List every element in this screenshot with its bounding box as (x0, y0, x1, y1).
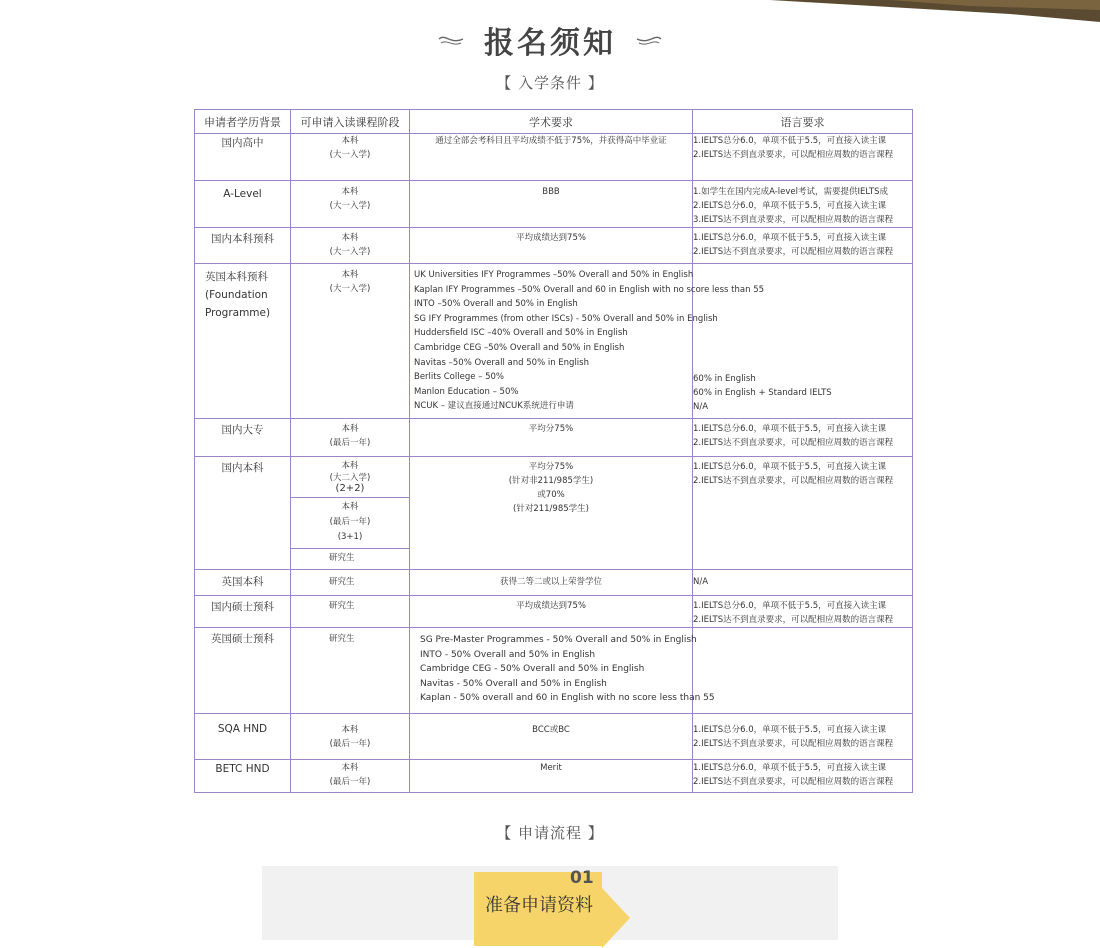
stage-sub-3plus1: 本科 (最后一年) (3+1) (291, 498, 409, 549)
stage-cell: 本科 (最后一年) (291, 714, 410, 760)
process-banner (262, 866, 838, 940)
step-arrow-icon (602, 888, 630, 948)
step-number: 01 (570, 868, 594, 888)
language-cell: N/A (693, 570, 913, 596)
stage-cell: 本科 (大一入学) (291, 264, 410, 419)
background-cell: BETC HND (195, 760, 291, 793)
background-cell: 国内本科 (195, 457, 291, 570)
academic-cell: 获得二等二或以上荣誉学位 (410, 570, 693, 596)
left-flourish-icon (437, 33, 465, 47)
header-stage: 可申请入读课程阶段 (291, 110, 410, 134)
step-label: 准备申请资料 (485, 895, 593, 916)
language-cell: 60% in English 60% in English + Standard IELTS N/A (693, 264, 913, 419)
table-header-row (195, 110, 913, 134)
academic-cell: 平均成绩达到75% (410, 228, 693, 264)
header-language: 语言要求 (693, 110, 913, 134)
table-row (195, 714, 913, 760)
section-entry-heading: 【 入学条件 】 (496, 74, 604, 92)
table-row (195, 228, 913, 264)
table-row (195, 628, 913, 714)
academic-cell: UK Universities IFY Programmes –50% Overall and 50% in English Kaplan IFY Programmes –50% Overall and 60 in English with no score less than 55 INTO –50% Overall and 50% in English SG IFY Programmes (from other ISCs) - 50% Overall and 50% in English Huddersfield ISC –40% Overall and 50% in English Cambridge CEG –50% Overall and 50% in English Navitas –50% Overall and 50% in English Berlits College – 50% Manlon Education – 50% NCUK – 建议直接通过NCUK系统进行申请 (410, 264, 693, 419)
academic-cell: SG Pre-Master Programmes - 50% Overall and 50% in English INTO - 50% Overall and 50% in English Cambridge CEG - 50% Overall and 50% in English Navitas - 50% Overall and 50% in English Kaplan - 50% overall and 60 in English with no score less than 55 (410, 628, 693, 714)
academic-cell: 平均成绩达到75% (410, 596, 693, 628)
stage-cell: 研究生 (291, 570, 410, 596)
academic-cell: BCC或BC (410, 714, 693, 760)
background-cell: 国内大专 (195, 419, 291, 457)
language-cell: 1.IELTS总分6.0，单项不低于5.5，可直接入读主课 2.IELTS达不到直录要求，可以配相应周数的语言课程 (693, 419, 913, 457)
academic-cell: Merit (410, 760, 693, 793)
right-flourish-icon (635, 33, 663, 47)
stage-sub-2plus2: 本科 (大二入学) (2+2) (291, 457, 409, 498)
academic-cell: 通过全部会考科目且平均成绩不低于75%，并获得高中毕业证 (410, 134, 693, 181)
stage-cell: 本科 (大一入学) (291, 228, 410, 264)
table-row (195, 181, 913, 228)
table-row (195, 419, 913, 457)
background-cell: 英国本科 (195, 570, 291, 596)
background-cell: 国内硕士预科 (195, 596, 291, 628)
background-cell: A-Level (195, 181, 291, 228)
stage-cell: 本科 (最后一年) (291, 419, 410, 457)
background-cell: 国内高中 (195, 134, 291, 181)
table-row (195, 134, 913, 181)
section-process-heading: 【 申请流程 】 (496, 824, 604, 842)
requirements-table (194, 109, 913, 793)
academic-cell: 平均分75% (针对非211/985学生) 或70% (针对211/985学生) (410, 457, 693, 570)
language-cell: 1.IELTS总分6.0，单项不低于5.5，可直接入读主课 2.IELTS达不到直录要求，可以配相应周数的语言课程 (693, 596, 913, 628)
stage-cell: 研究生 (291, 596, 410, 628)
table-row (195, 596, 913, 628)
table-row (195, 570, 913, 596)
stage-cell (291, 457, 410, 570)
table-row (195, 457, 913, 570)
language-cell: 1.IELTS总分6.0，单项不低于5.5，可直接入读主课 2.IELTS达不到直录要求，可以配相应周数的语言课程 (693, 457, 913, 570)
language-cell: 1.IELTS总分6.0，单项不低于5.5，可直接入读主课 2.IELTS达不到直录要求，可以配相应周数的语言课程 (693, 714, 913, 760)
stage-sub-postgrad: 研究生 (329, 553, 355, 563)
language-cell: 1.如学生在国内完成A-level考试，需要提供IELTS成 2.IELTS总分6.0，单项不低于5.5，可直接入读主课 3.IELTS达不到直录要求，可以配相应周数的语言课程 (693, 181, 913, 228)
table-row (195, 264, 913, 419)
table-row (195, 760, 913, 793)
background-cell: 英国本科预科 (Foundation Programme) (195, 264, 291, 419)
academic-cell: 平均分75% (410, 419, 693, 457)
stage-cell: 本科 (最后一年) (291, 760, 410, 793)
academic-cell: BBB (410, 181, 693, 228)
stage-cell: 本科 (大一入学) (291, 134, 410, 181)
background-cell: 英国硕士预科 (195, 628, 291, 714)
page-title-wrap (0, 18, 1100, 61)
page-title: 报名须知 (484, 26, 616, 61)
language-cell (693, 628, 913, 714)
language-cell: 1.IELTS总分6.0，单项不低于5.5，可直接入读主课 2.IELTS达不到直录要求，可以配相应周数的语言课程 (693, 228, 913, 264)
header-academic: 学术要求 (410, 110, 693, 134)
stage-cell: 本科 (大一入学) (291, 181, 410, 228)
stage-cell: 研究生 (291, 628, 410, 714)
language-cell: 1.IELTS总分6.0，单项不低于5.5，可直接入读主课 2.IELTS达不到直录要求，可以配相应周数的语言课程 (693, 134, 913, 181)
background-cell: SQA HND (195, 714, 291, 760)
language-cell: 1.IELTS总分6.0，单项不低于5.5，可直接入读主课 2.IELTS达不到直录要求，可以配相应周数的语言课程 (693, 760, 913, 793)
background-cell: 国内本科预科 (195, 228, 291, 264)
header-background: 申请者学历背景 (195, 110, 291, 134)
